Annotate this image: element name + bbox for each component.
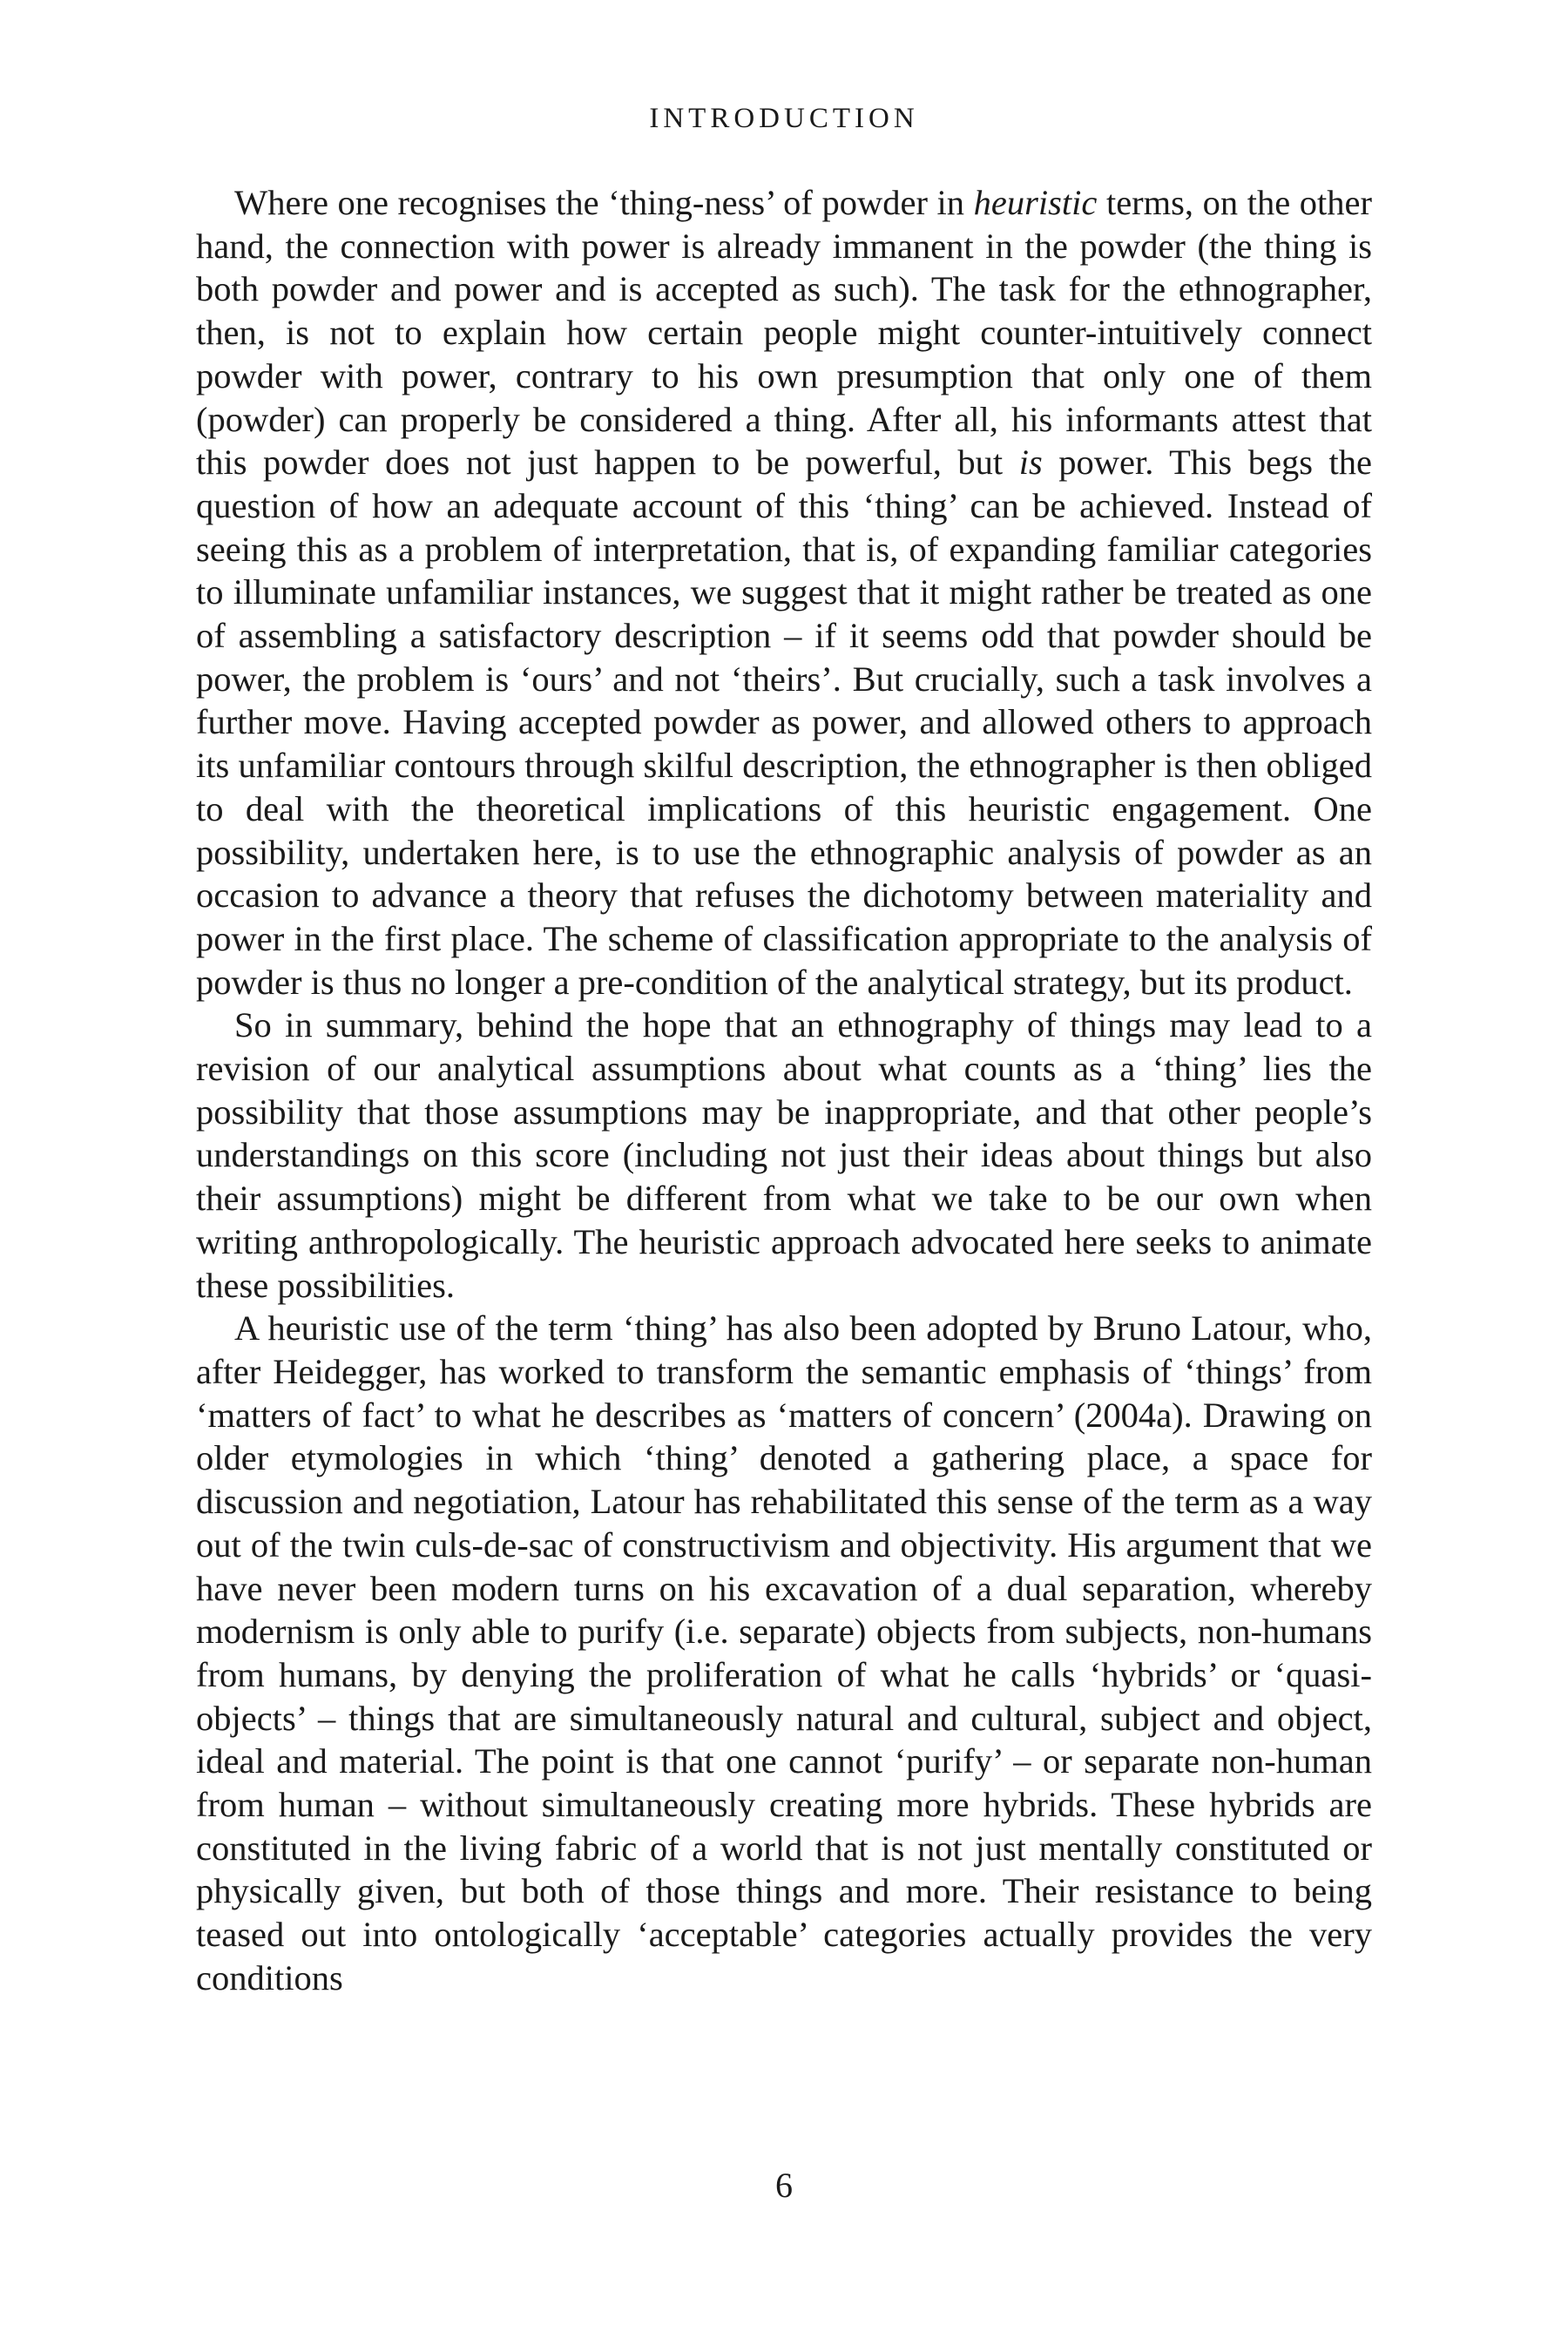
italic-is: is — [1018, 443, 1043, 483]
running-head: INTRODUCTION — [649, 103, 919, 134]
paragraph-1-text-a: Where one recognises the ‘thing-ness’ of powder in — [234, 183, 974, 222]
page-number: 6 — [775, 2166, 793, 2205]
paragraph-1-text-b: terms, on the other hand, the connection with power is already immanent in the powder (the thing is both powder and power and is accepted as such). The task for the ethnographer, then, is not to explain how certain people might counter-intuitively connect powder with power, contrary to his own presumption that only one of them (powder) can properly be considered a thing. After all, his informants attest that this powder does not just happen to be powerful, but — [196, 183, 1373, 483]
paragraph-1 — [196, 181, 1372, 1004]
paragraph-3: A heuristic use of the term ‘thing’ has also been adopted by Bruno Latour, who, after Heidegger, has worked to transform the semantic emphasis of ‘things’ from ‘matters of fact’ to what he describes as ‘matters of concern’ (2004a). Drawing on older etymologies in which ‘thing’ denoted a gathering place, a space for discussion and negotiation, Latour has rehabilitated this sense of the term as a way out of the twin culs-de-sac of constructivism and objectivity. His argument that we have never been modern turns on his excavation of a dual separation, whereby modernism is only able to purify (i.e. separate) objects from subjects, non-humans from humans, by denying the proliferation of what he calls ‘hybrids’ or ‘quasi-objects’ – things that are simultaneously natural and cultural, subject and object, ideal and material. The point is that one cannot ‘purify’ – or separate non-human from human – without simultaneously creating more hybrids. These hybrids are constituted in the living fabric of a world that is not just mentally constituted or physically given, but both of those things and more. Their resistance to being teased out into ontologically ‘acceptable’ categories actually provides the very conditions — [196, 1308, 1372, 1997]
paragraph-1-text-c: power. This begs the question of how an adequate account of this ‘thing’ can be achieved. Instead of seeing this as a problem of interpretation, that is, of expanding familiar categories to illuminate unfamiliar instances, we suggest that it might rather be treated as one of assembling a satisfactory description – if it seems odd that powder should be power, the problem is ‘ours’ and not ‘theirs’. But crucially, such a task involves a further move. Having accepted powder as power, and allowed others to approach its unfamiliar contours through skilful description, the ethnographer is then obliged to deal with the theoretical implications of this heuristic engagement. One possibility, undertaken here, is to use the ethnographic analysis of powder as an occasion to advance a theory that refuses the dichotomy between materiality and power in the first place. The scheme of classification appropriate to the analysis of powder is thus no longer a pre-condition of the analytical strategy, but its product. — [196, 443, 1372, 1002]
body-text — [196, 181, 1372, 2000]
italic-heuristic: heuristic — [973, 183, 1098, 222]
paragraph-2: So in summary, behind the hope that an ethnography of things may lead to a revision of our analytical assumptions about what counts as a ‘thing’ lies the possibility that those assumptions may be inappropriate, and that other people’s understandings on this score (including not just their ideas about things but also their assumptions) might be different from what we take to be our own when writing anthropologically. The heuristic approach advocated here seeks to animate these possibilities. — [196, 1005, 1372, 1305]
